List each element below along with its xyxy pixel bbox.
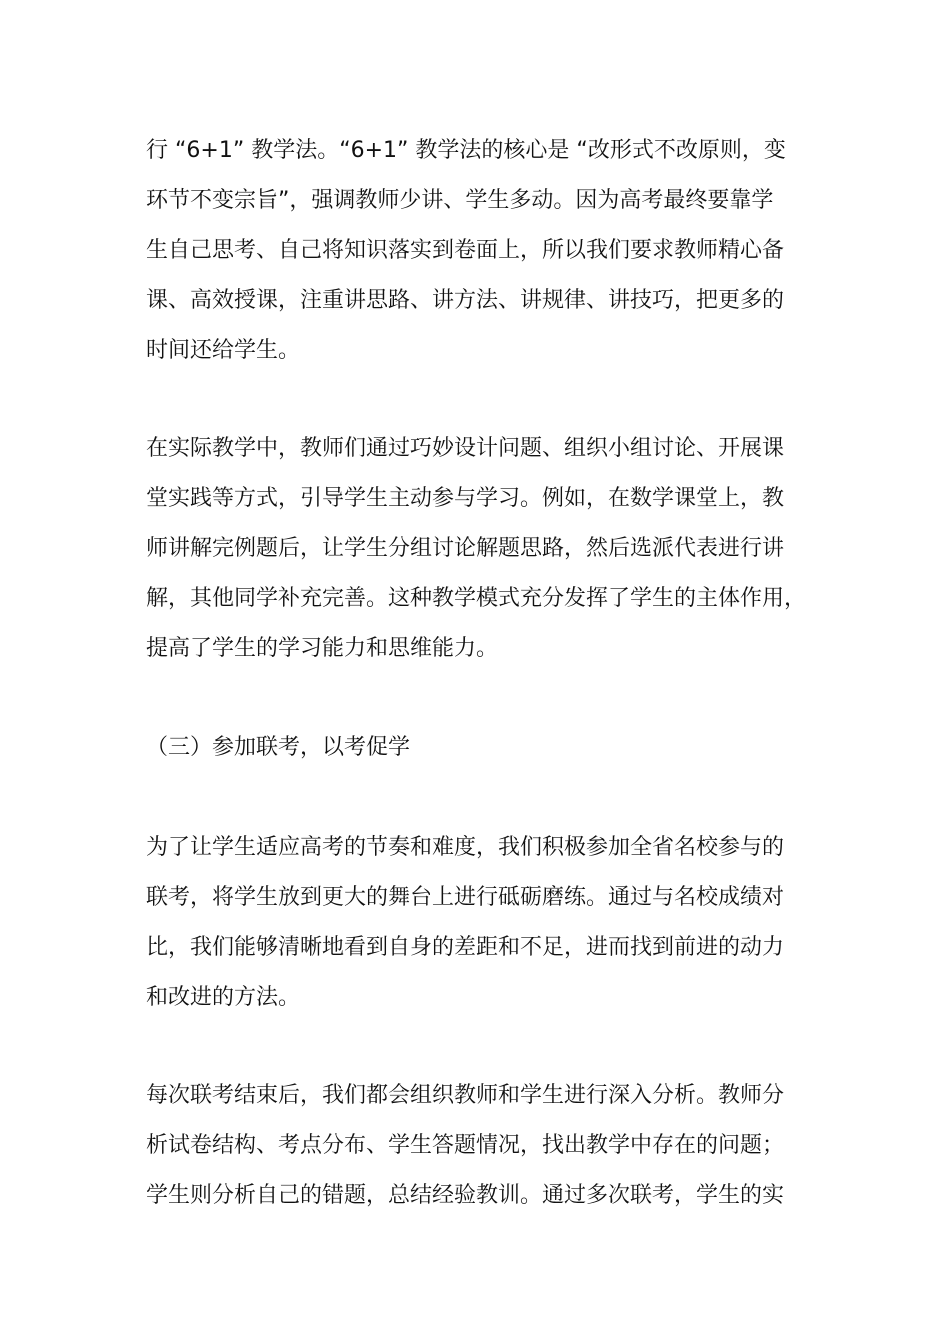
text-line: 在实际教学中，教师们通过巧妙设计问题、组织小组讨论、开展课 bbox=[146, 436, 785, 461]
paragraph-exam-analysis bbox=[146, 1071, 818, 1221]
text-line: 生自己思考、自己将知识落实到卷面上，所以我们要求教师精心备 bbox=[146, 238, 785, 263]
text-line: 时间还给学生。 bbox=[146, 338, 301, 363]
text-line: 堂实践等方式，引导学生主动参与学习。例如，在数学课堂上，教 bbox=[146, 486, 785, 511]
text-line: 为了让学生适应高考的节奏和难度，我们积极参加全省名校参与的 bbox=[146, 835, 785, 860]
paragraph-teaching-method bbox=[146, 126, 818, 376]
text-line: 课、高效授课，注重讲思路、讲方法、讲规律、讲技巧，把更多的 bbox=[146, 288, 785, 313]
text-line: 环节不变宗旨”，强调教师少讲、学生多动。因为高考最终要靠学 bbox=[146, 188, 774, 213]
text-line: 解，其他同学补充完善。这种教学模式充分发挥了学生的主体作用， bbox=[146, 586, 807, 611]
text-line: 每次联考结束后，我们都会组织教师和学生进行深入分析。教师分 bbox=[146, 1083, 785, 1108]
text-line: 行 “6+1” 教学法。“6+1” 教学法的核心是 “改形式不改原则，变 bbox=[146, 138, 786, 163]
paragraph-classroom-practice bbox=[146, 424, 818, 674]
section-heading bbox=[146, 723, 818, 773]
text-line: 联考，将学生放到更大的舞台上进行砥砺磨练。通过与名校成绩对 bbox=[146, 885, 785, 910]
text-line: 提高了学生的学习能力和思维能力。 bbox=[146, 636, 499, 661]
text-line: 师讲解完例题后，让学生分组讨论解题思路，然后选派代表进行讲 bbox=[146, 536, 785, 561]
text-line: 学生则分析自己的错题，总结经验教训。通过多次联考，学生的实 bbox=[146, 1183, 785, 1208]
text-line: 和改进的方法。 bbox=[146, 985, 301, 1010]
heading-text: （三）参加联考，以考促学 bbox=[146, 735, 411, 760]
text-line: 比，我们能够清晰地看到自身的差距和不足，进而找到前进的动力 bbox=[146, 935, 785, 960]
text-line: 析试卷结构、考点分布、学生答题情况，找出教学中存在的问题； bbox=[146, 1133, 785, 1158]
paragraph-joint-exams bbox=[146, 823, 818, 1023]
